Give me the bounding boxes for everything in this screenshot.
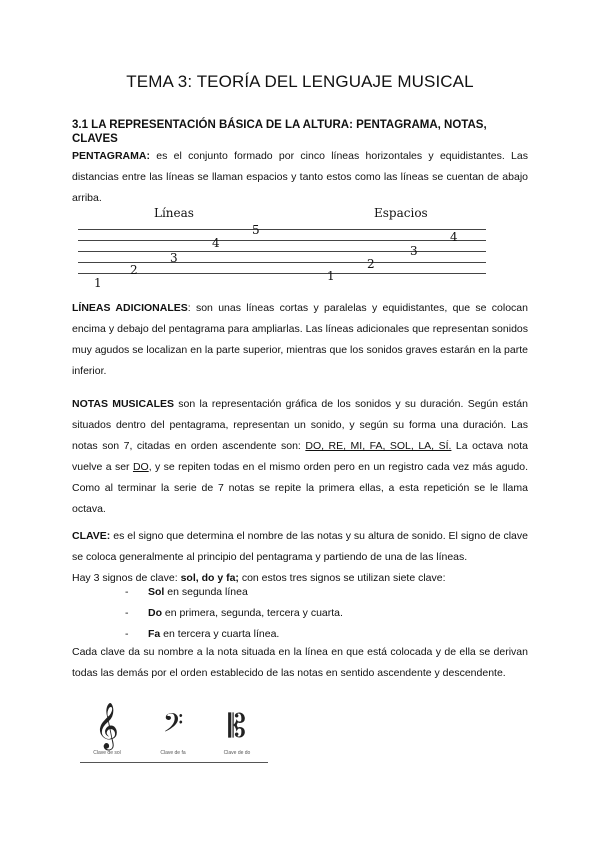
staff-diagram [72,202,492,292]
notas-term: NOTAS MUSICALES [72,398,175,410]
bass-clef [148,704,198,756]
alto-clef [212,704,262,756]
notas-text-3: , y se repiten todas en el mismo orden pero en un registro cada vez más agudo. Como al terminar la serie de 7 notas se repite la primera ellas, a esta repetición se le llama octava. [72,461,529,515]
list-item: - Do en primera, segunda, tercera y cuarta. [125,607,343,619]
staff-line-4 [78,240,486,241]
notas-paragraph [72,394,528,520]
staff-line-3 [78,251,486,252]
space-number-4: 4 [450,230,458,244]
line-number-3: 3 [170,251,178,265]
treble-clef-icon: 𝄞 [95,703,119,749]
lineas-adicionales-paragraph [72,298,528,382]
space-number-1: 1 [327,269,335,283]
pentagrama-paragraph [72,146,528,209]
line-number-1: 1 [94,276,102,290]
pentagrama-term: PENTAGRAMA: [72,150,150,162]
staff-line-5 [78,229,486,230]
notas-text-2: La octava nota vuelve a ser [72,440,528,473]
clave-text-2a: Hay 3 signos de clave: [72,572,181,584]
space-number-3: 3 [410,244,418,258]
notes-list: DO, RE, MI, FA, SOL, LA, SÍ. [305,440,452,452]
clave-paragraph [72,526,528,589]
staff-line-1 [78,273,486,274]
clave-text-1: es el signo que determina el nombre de las notas y su altura de sonido. El signo de clave se coloca generalmente al principio del pentagrama y partiendo de una de las líneas. [72,530,528,563]
lineas-adicionales-term: LÍNEAS ADICIONALES [72,302,188,314]
lineas-adicionales-text: : son unas líneas cortas y paralelas y equidistantes, que se colocan encima y debajo del pentagrama para ampliarlas. Las líneas adicionales que representan sonidos muy agudos se localizan en la parte superior, mientras que los sonidos graves estarán en la parte inferior. [72,302,528,377]
list-item: - Sol en segunda línea [125,586,248,598]
treble-clef-caption: Clave de sol [93,750,121,756]
line-number-5: 5 [252,223,260,237]
space-number-2: 2 [367,257,375,271]
pentagrama-text: es el conjunto formado por cinco líneas horizontales y equidistantes. Las distancias entre las líneas se llaman espacios y tanto estos como las líneas se cuentan de abajo arriba. [72,150,528,204]
clave-text-2b: con estos tres signos se utilizan siete clave: [238,572,446,584]
clave-sol-name: Sol [148,586,165,598]
bass-clef-caption: Clave de fa [160,750,186,756]
clave-fa-name: Fa [148,628,161,640]
clave-do-name: Do [148,607,162,619]
alto-clef-caption: Clave de do [223,750,251,756]
page-title: TEMA 3: TEORÍA DEL LENGUAJE MUSICAL [126,72,474,91]
line-number-4: 4 [212,236,220,250]
alto-clef-icon: 𝄡 [228,707,246,745]
notas-text-1: son la representación gráfica de los sonidos y su duración. Según están situados dentro del pentagrama, representan un sonido, y según su forma una duración. Las notas son 7, citadas en orden ascendente son: [72,398,528,452]
staff-line-2 [78,262,486,263]
clefs-baseline [80,762,268,763]
list-item: - Fa en tercera y cuarta línea. [125,628,280,640]
do-note: DO [132,461,149,473]
clefs-figure [80,704,270,764]
bass-clef-icon: 𝄢 [162,707,184,745]
line-number-2: 2 [130,263,138,277]
lines-label: Líneas [154,206,194,220]
clave-list [125,582,505,645]
clave-term: CLAVE: [72,530,111,542]
section-heading: 3.1 LA REPRESENTACIÓN BÁSICA DE LA ALTURA: PENTAGRAMA, NOTAS, CLAVES [72,119,487,145]
spaces-label: Espacios [374,206,428,220]
treble-clef [82,704,132,756]
clave-signs: sol, do y fa; [180,572,239,584]
closing-paragraph: Cada clave da su nombre a la nota situada en la línea en que está colocada y de ella se derivan todas las demás por el orden establecido de las notas en sentido ascendente y descendente. [72,646,528,679]
